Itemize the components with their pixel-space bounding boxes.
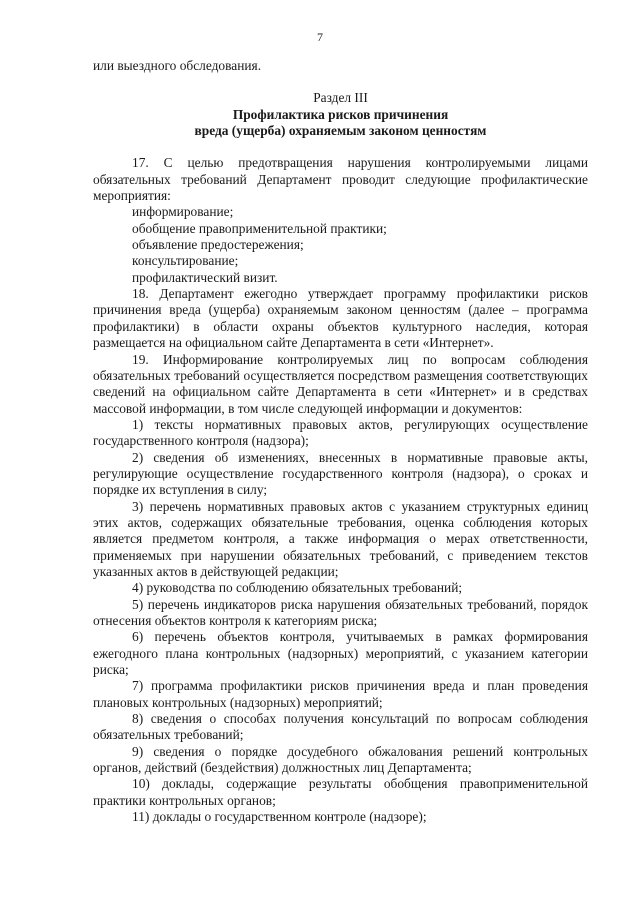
- list-item: 4) руководства по соблюдению обязательных требований;: [132, 580, 463, 596]
- document-body: [93, 58, 588, 825]
- section-title-line-1: Профилактика рисков причинения: [232, 106, 449, 122]
- information-list: [93, 417, 588, 826]
- continuation-line: или выездного обследования.: [93, 58, 262, 73]
- list-item: 5) перечень индикаторов риска нарушения обязательных требований, порядок отнесения объектов контроля к категориям риска;: [93, 596, 588, 628]
- preventive-measures-list: [93, 204, 588, 286]
- section-title-line-2: вреда (ущерба) охраняемым законом ценностям: [194, 123, 487, 139]
- list-item: профилактический визит.: [132, 269, 278, 285]
- list-item: 6) перечень объектов контроля, учитываемых в рамках формирования ежегодного плана контрольных (надзорных) мероприятий, с указанием категории риска;: [93, 629, 588, 678]
- list-item: 11) доклады о государственном контроле (надзоре);: [132, 809, 427, 825]
- list-item: 10) доклады, содержащие результаты обобщения правоприменительной практики контрольных органов;: [93, 776, 588, 808]
- paragraph-18: 18. Департамент ежегодно утверждает программу профилактики рисков причинения вреда (ущерба) охраняемым законом ценностям (далее – программа профилактики) в области охраны объектов культурного наследия, которая размещается на официальном сайте Департамента в сети «Интернет».: [93, 286, 588, 351]
- list-item: 8) сведения о способах получения консультаций по вопросам соблюдения обязательных требований;: [93, 711, 588, 743]
- section-label: Раздел III: [313, 90, 368, 106]
- list-item: 7) программа профилактики рисков причинения вреда и план проведения плановых контрольных (надзорных) мероприятий;: [93, 678, 588, 710]
- list-item: объявление предостережения;: [132, 237, 304, 253]
- paragraph-17: 17. С целью предотвращения нарушения контролируемыми лицами обязательных требований Департамент проводит следующие профилактические мероприятия:: [93, 155, 588, 204]
- list-item: обобщение правоприменительной практики;: [132, 220, 387, 236]
- list-item: 3) перечень нормативных правовых актов с указанием структурных единиц этих актов, содержащих обязательные требования, оценка соблюдения которых является предметом контроля, а также информация о мерах ответственности, применяемых при нарушении обязательных требований, с приведением текстов указанных актов в действующей редакции;: [93, 498, 588, 579]
- list-item: консультирование;: [132, 253, 239, 269]
- paragraph-19: 19. Информирование контролируемых лиц по вопросам соблюдения обязательных требований осуществляется посредством размещения соответствующих сведений на официальном сайте Департамента в сети «Интернет» и в средствах массовой информации, в том числе следующей информации и документов:: [93, 351, 588, 416]
- section-header: [93, 90, 588, 139]
- page-number: 7: [317, 30, 323, 44]
- list-item: 9) сведения о порядке досудебного обжалования решений контрольных органов, действий (бездействия) должностных лиц Департамента;: [93, 743, 588, 776]
- list-item: 2) сведения об изменениях, внесенных в нормативные правовые акты, регулирующие осуществление государственного контроля (надзора), о сроках и порядке их вступления в силу;: [93, 449, 588, 498]
- list-item: 1) тексты нормативных правовых актов, регулирующих осуществление государственного контроля (надзора);: [93, 416, 588, 449]
- list-item: информирование;: [132, 204, 234, 220]
